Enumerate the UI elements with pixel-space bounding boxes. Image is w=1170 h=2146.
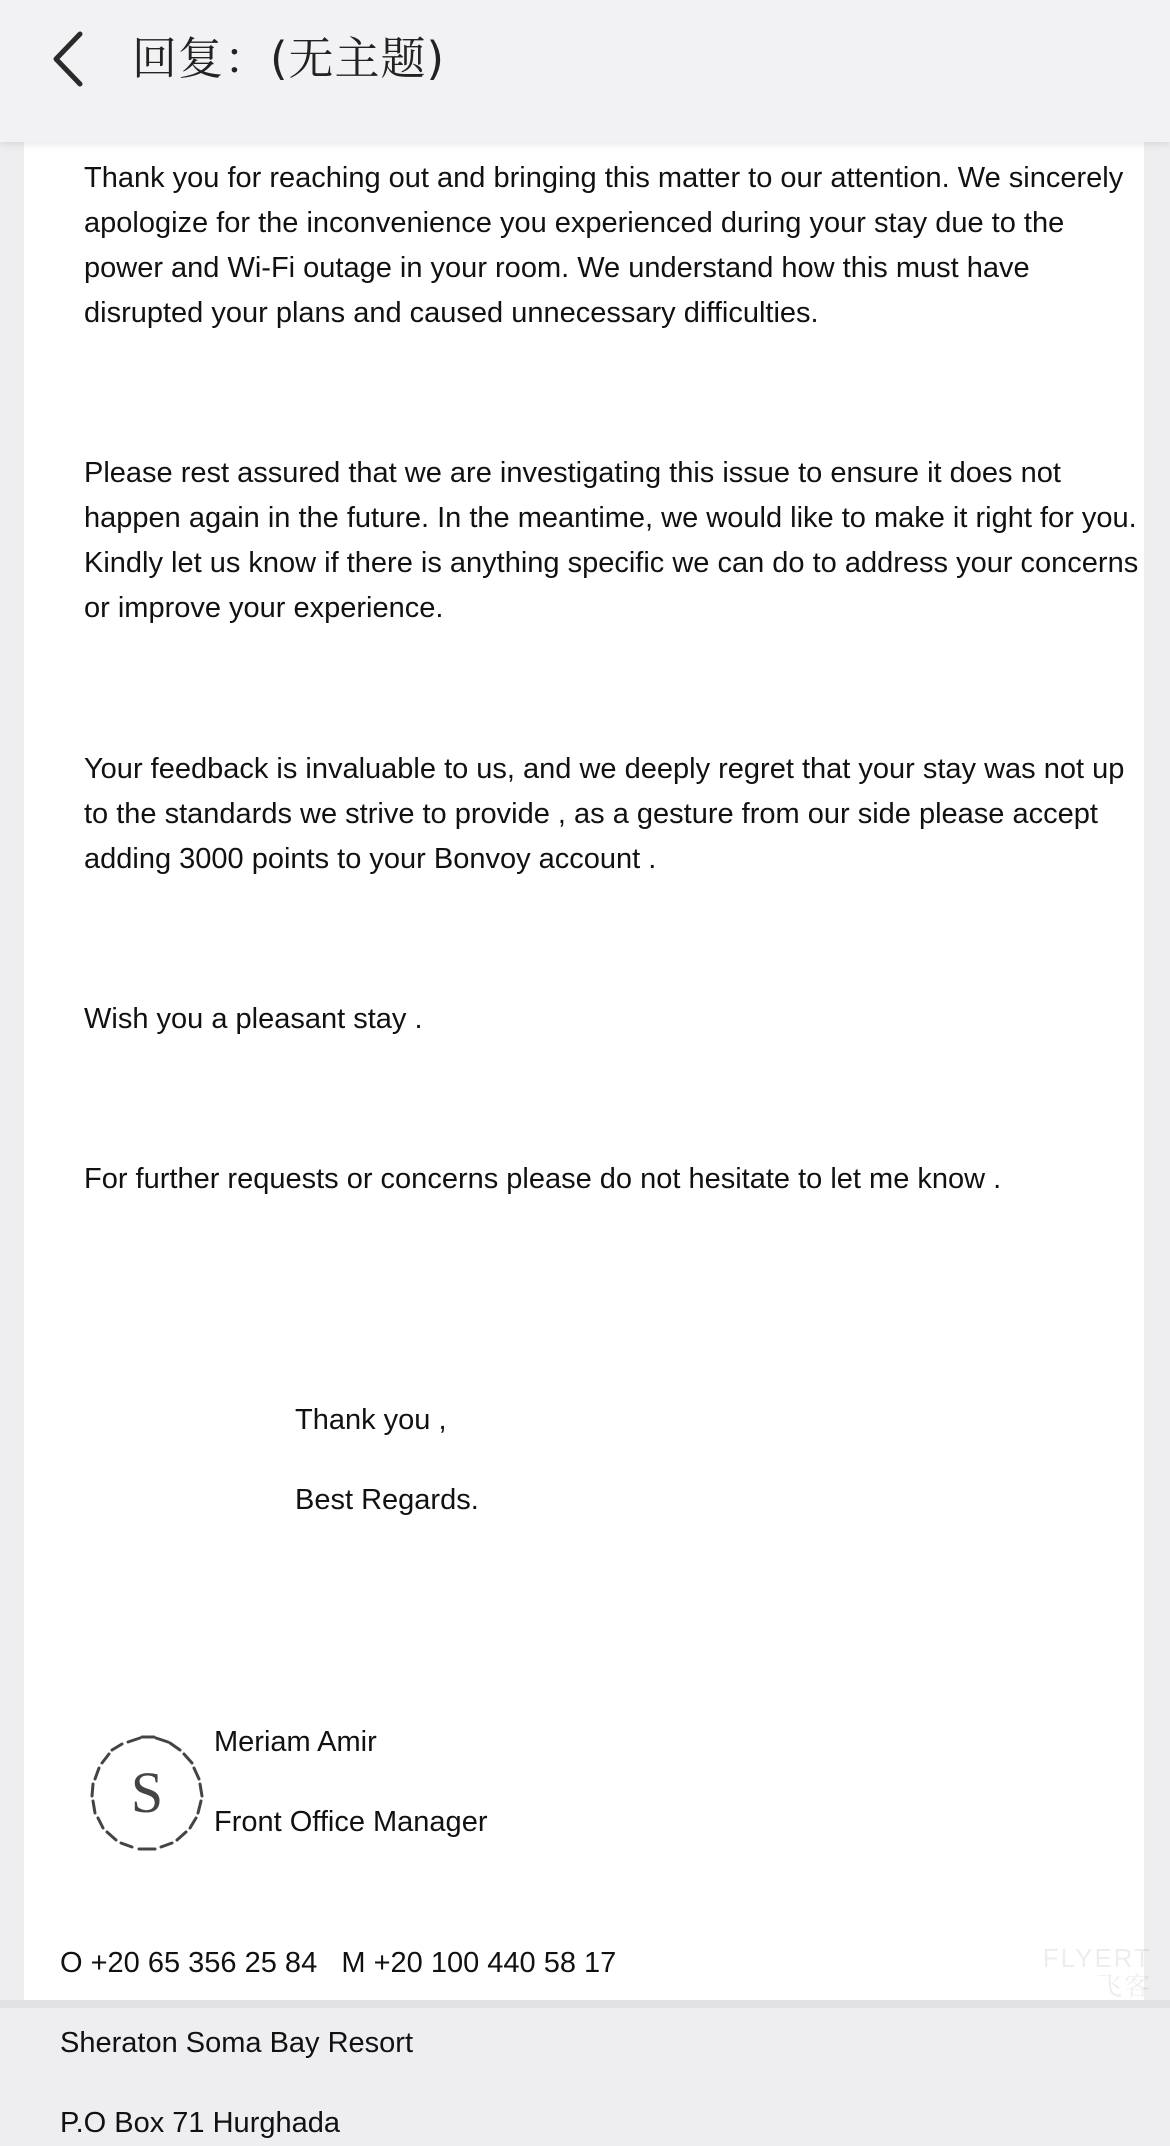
email-paragraph: Thank you for reaching out and bringing this matter to our attention. We sincerely apologize for the inconvenience you experienced during your stay due to the power and Wi-Fi outage in your room. We understand how this must have disrupted your plans and caused unnecessary difficulties. bbox=[84, 156, 1146, 336]
closing-thanks: Thank you , bbox=[295, 1398, 447, 1443]
back-button[interactable] bbox=[48, 28, 92, 90]
top-navigation-bar bbox=[0, 0, 1170, 142]
signature-hotel: Sheraton Soma Bay Resort bbox=[60, 2021, 413, 2066]
sheraton-logo bbox=[84, 1730, 210, 1856]
email-paragraph: Your feedback is invaluable to us, and we deeply regret that your stay was not up to the standards we strive to provide , as a gesture from our side please accept adding 3000 points to your Bonvoy account . bbox=[84, 747, 1146, 882]
email-paragraph: Wish you a pleasant stay . bbox=[84, 997, 1146, 1042]
svg-text:S: S bbox=[131, 1760, 163, 1825]
signature-name: Meriam Amir bbox=[214, 1720, 377, 1765]
signature-phones: O +20 65 356 25 84 M +20 100 440 58 17 bbox=[60, 1941, 616, 1986]
signature-address: P.O Box 71 Hurghada bbox=[60, 2101, 340, 2146]
email-body bbox=[24, 142, 1144, 2008]
watermark: FLYERT 飞客 bbox=[1043, 1944, 1152, 2000]
closing-regards: Best Regards. bbox=[295, 1478, 479, 1523]
email-paragraph: Please rest assured that we are investigating this issue to ensure it does not happen again in the future. In the meantime, we would like to make it right for you. Kindly let us know if there is anything specific we can do to address your concerns or improve your experience. bbox=[84, 451, 1146, 631]
email-subject-title: 回复：(无主题) bbox=[132, 28, 445, 90]
bottom-edge bbox=[0, 2000, 1170, 2008]
chevron-left-icon bbox=[48, 28, 92, 90]
email-paragraph: For further requests or concerns please do not hesitate to let me know . bbox=[84, 1157, 1146, 1202]
signature-role: Front Office Manager bbox=[214, 1800, 487, 1845]
